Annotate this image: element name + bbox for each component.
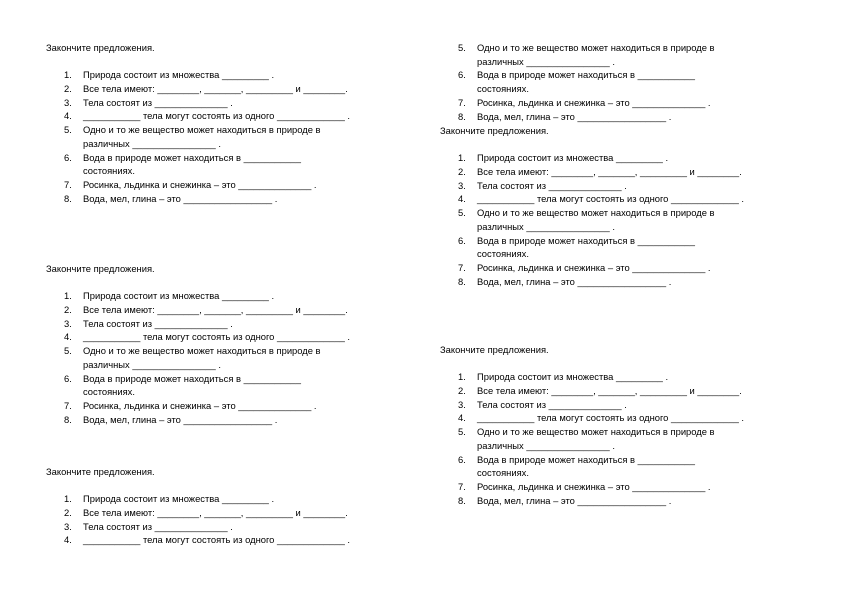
question-text: различных ________________ .	[477, 439, 615, 451]
question-text: Все тела имеют: ________, _______, _________ и ________.	[477, 166, 742, 178]
question-item	[440, 453, 744, 480]
question-item	[46, 372, 350, 399]
question-number: 2.	[64, 83, 72, 95]
question-item	[440, 179, 744, 193]
question-number: 1.	[64, 493, 72, 505]
question-number: 1.	[64, 69, 72, 81]
question-item	[440, 234, 744, 261]
question-item	[46, 506, 350, 520]
question-text: ___________ тела могут состоять из одного _____________ .	[83, 534, 350, 546]
question-text: Одно и то же вещество может находиться в природе в	[477, 42, 715, 53]
question-item	[440, 384, 744, 398]
question-text: Вода, мел, глина – это _________________ .	[83, 192, 278, 204]
question-number: 4.	[458, 193, 466, 205]
question-list	[440, 41, 715, 123]
question-item	[46, 520, 350, 534]
question-item	[46, 68, 350, 82]
worksheet-right-middle	[440, 124, 744, 288]
question-number: 2.	[458, 166, 466, 178]
question-item	[46, 344, 350, 371]
question-text: различных ________________ .	[477, 55, 615, 67]
question-item	[46, 289, 350, 303]
question-number: 5.	[458, 207, 466, 219]
worksheet-left-middle	[46, 262, 350, 426]
question-item	[440, 494, 744, 508]
question-number: 7.	[64, 400, 72, 411]
question-item	[440, 425, 744, 452]
question-number: 8.	[458, 275, 466, 287]
question-number: 3.	[458, 179, 466, 191]
question-number: 6.	[458, 234, 466, 246]
question-text: Одно и то же вещество может находиться в природе в	[83, 345, 321, 357]
question-text: Вода в природе может находиться в ___________	[477, 453, 695, 465]
question-item	[46, 303, 350, 317]
question-text: Вода в природе может находиться в ___________	[477, 69, 695, 81]
question-number: 4.	[458, 412, 466, 424]
question-text: состояниях.	[477, 467, 529, 479]
question-item	[440, 370, 744, 384]
question-item	[440, 398, 744, 412]
question-text: Все тела имеют: ________, _______, _________ и ________.	[83, 304, 348, 316]
question-text: Тела состоят из ______________ .	[477, 398, 627, 410]
question-list	[46, 289, 350, 426]
question-number: 7.	[458, 96, 466, 108]
question-item	[46, 151, 350, 178]
question-item	[46, 178, 350, 192]
question-item	[440, 110, 715, 124]
question-item	[440, 206, 744, 233]
question-text: Вода, мел, глина – это _________________ .	[83, 413, 278, 425]
question-text: ___________ тела могут состоять из одного _____________ .	[477, 412, 744, 424]
question-text: Тела состоят из ______________ .	[477, 179, 627, 191]
question-item	[440, 165, 744, 179]
question-text: состояниях.	[83, 165, 135, 177]
question-text: Природа состоит из множества _________ .	[477, 371, 669, 383]
question-list	[440, 370, 744, 507]
question-text: различных ________________ .	[477, 220, 615, 232]
question-number: 8.	[458, 110, 466, 122]
question-item	[440, 261, 744, 275]
question-number: 1.	[64, 290, 72, 302]
question-item	[46, 399, 350, 413]
question-list	[46, 68, 350, 205]
question-number: 6.	[64, 372, 72, 384]
question-number: 4.	[64, 110, 72, 122]
worksheet-left-bottom	[46, 465, 350, 547]
question-item	[440, 480, 744, 494]
question-text: Вода в природе может находиться в ___________	[477, 234, 695, 246]
question-text: Природа состоит из множества _________ .	[83, 290, 275, 302]
question-text: Вода в природе может находиться в ___________	[83, 151, 301, 163]
question-number: 2.	[458, 385, 466, 397]
worksheet-right-top	[440, 41, 715, 123]
question-number: 5.	[64, 345, 72, 357]
question-item	[46, 82, 350, 96]
question-item	[46, 109, 350, 123]
question-text: Вода, мел, глина – это _________________ .	[477, 275, 672, 287]
question-text: ___________ тела могут состоять из одного _____________ .	[477, 193, 744, 205]
question-text: Росинка, льдинка и снежинка – это ______________ .	[83, 179, 317, 190]
question-text: Одно и то же вещество может находиться в природе в	[477, 207, 715, 219]
question-text: различных ________________ .	[83, 137, 221, 149]
question-text: Вода в природе может находиться в ___________	[83, 372, 301, 384]
question-number: 5.	[458, 42, 466, 53]
question-item	[46, 96, 350, 110]
question-text: Росинка, льдинка и снежинка – это ______________ .	[83, 400, 317, 411]
question-number: 5.	[458, 426, 466, 438]
question-text: Вода, мел, глина – это _________________ .	[477, 110, 672, 122]
question-item	[440, 96, 715, 110]
question-list	[440, 151, 744, 288]
question-number: 4.	[64, 534, 72, 546]
question-item	[46, 533, 350, 547]
worksheet-title: Закончите предложения.	[46, 42, 155, 53]
question-text: состояниях.	[477, 83, 529, 95]
question-number: 6.	[458, 453, 466, 465]
question-number: 8.	[64, 413, 72, 425]
question-item	[46, 330, 350, 344]
question-text: Тела состоят из ______________ .	[83, 520, 233, 532]
worksheet-title: Закончите предложения.	[46, 263, 155, 274]
question-number: 7.	[458, 481, 466, 492]
question-text: Росинка, льдинка и снежинка – это ______________ .	[477, 262, 711, 273]
worksheet-title: Закончите предложения.	[440, 125, 549, 136]
question-number: 5.	[64, 124, 72, 136]
question-text: Природа состоит из множества _________ .	[83, 69, 275, 81]
question-number: 7.	[458, 262, 466, 273]
question-number: 3.	[64, 520, 72, 532]
question-text: состояниях.	[83, 386, 135, 398]
question-text: Тела состоят из ______________ .	[83, 317, 233, 329]
question-text: Все тела имеют: ________, _______, _________ и ________.	[83, 507, 348, 519]
question-item	[46, 492, 350, 506]
worksheet-right-bottom	[440, 343, 744, 507]
question-text: ___________ тела могут состоять из одного _____________ .	[83, 110, 350, 122]
question-text: Росинка, льдинка и снежинка – это ______________ .	[477, 481, 711, 492]
question-number: 6.	[64, 151, 72, 163]
question-item	[46, 123, 350, 150]
question-number: 4.	[64, 331, 72, 343]
question-number: 1.	[458, 371, 466, 383]
question-number: 6.	[458, 69, 466, 81]
question-text: Природа состоит из множества _________ .	[83, 493, 275, 505]
worksheet-title: Закончите предложения.	[46, 466, 155, 477]
question-item	[46, 192, 350, 206]
question-text: состояниях.	[477, 248, 529, 260]
question-item	[440, 68, 715, 95]
worksheet-title: Закончите предложения.	[440, 344, 549, 355]
question-item	[440, 275, 744, 289]
question-text: Все тела имеют: ________, _______, _________ и ________.	[83, 83, 348, 95]
question-item	[440, 41, 715, 68]
question-list	[46, 492, 350, 547]
question-text: различных ________________ .	[83, 358, 221, 370]
question-number: 8.	[64, 192, 72, 204]
question-text: Росинка, льдинка и снежинка – это ______________ .	[477, 96, 711, 108]
question-text: Тела состоят из ______________ .	[83, 96, 233, 108]
question-item	[440, 151, 744, 165]
question-number: 1.	[458, 152, 466, 164]
question-item	[46, 413, 350, 427]
question-number: 3.	[64, 96, 72, 108]
question-number: 3.	[64, 317, 72, 329]
question-item	[440, 192, 744, 206]
question-number: 2.	[64, 304, 72, 316]
question-number: 3.	[458, 398, 466, 410]
question-text: Вода, мел, глина – это _________________ .	[477, 494, 672, 506]
question-item	[440, 411, 744, 425]
question-text: Все тела имеют: ________, _______, _________ и ________.	[477, 385, 742, 397]
question-text: ___________ тела могут состоять из одного _____________ .	[83, 331, 350, 343]
question-text: Одно и то же вещество может находиться в природе в	[83, 124, 321, 136]
question-number: 2.	[64, 507, 72, 519]
question-number: 8.	[458, 494, 466, 506]
question-number: 7.	[64, 179, 72, 190]
question-item	[46, 317, 350, 331]
question-text: Природа состоит из множества _________ .	[477, 152, 669, 164]
question-text: Одно и то же вещество может находиться в природе в	[477, 426, 715, 438]
worksheet-left-top	[46, 41, 350, 205]
